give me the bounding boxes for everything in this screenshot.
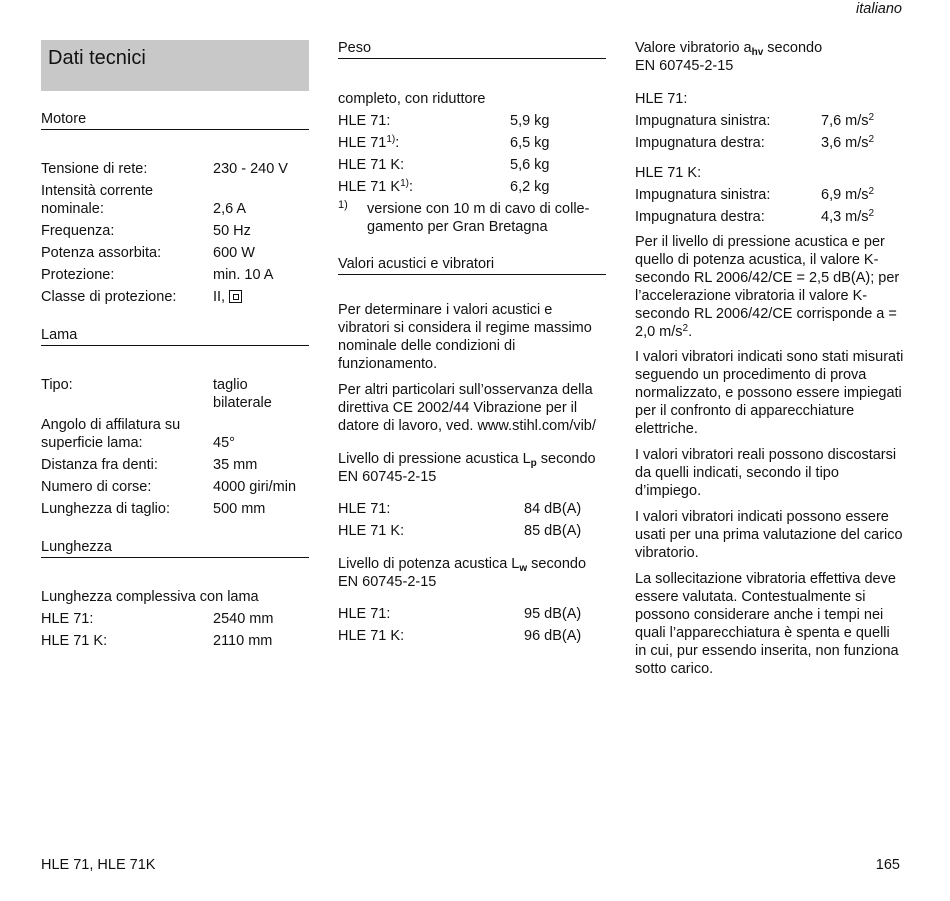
title-box — [41, 40, 309, 91]
row-label: HLE 71 K: — [338, 523, 405, 539]
unit-exponent: 2 — [682, 323, 689, 334]
row-value: 35 mm — [213, 457, 258, 473]
vibratorio-heading-norm: EN 60745-2-15 — [635, 58, 734, 74]
vibratorio-subscript: hv — [751, 47, 764, 58]
row-value-text: 4,3 m/s — [821, 209, 869, 225]
row-label: Tensione di rete: — [41, 161, 148, 177]
row-label: Protezione: — [41, 267, 115, 283]
row-value: 4000 giri/min — [213, 479, 297, 495]
language-label: italiano — [856, 1, 902, 17]
potenza-heading-tail: secondo — [527, 556, 587, 572]
row-value — [821, 112, 874, 130]
row-label: Tipo: — [41, 377, 73, 393]
section-heading-lama: Lama — [41, 326, 309, 346]
row-label: Impugnatura destra: — [635, 135, 765, 151]
row-value: 5,6 kg — [510, 157, 550, 173]
row-label: HLE 71 K: — [338, 157, 405, 173]
row-value: 230 - 240 V — [213, 161, 288, 177]
vibratorio-paragraph-1 — [635, 233, 905, 341]
vibratorio-hle71k-label: HLE 71 K: — [635, 165, 702, 181]
unit-exponent: 2 — [868, 208, 875, 219]
row-value: 96 dB(A) — [524, 628, 582, 644]
row-label: HLE 71: — [338, 501, 391, 517]
acustici-paragraph-2: Per altri particolari sull’osservanza della direttiva CE 2002/44 Vibrazione per il datore di lavoro, ved. www.stihl.com/vib/ — [338, 382, 596, 434]
potenza-subscript: w — [519, 563, 528, 574]
row-value: 84 dB(A) — [524, 501, 582, 517]
pressione-heading — [338, 450, 606, 486]
row-value: 500 mm — [213, 501, 266, 517]
row-label — [338, 178, 413, 196]
row-value: 2540 mm — [213, 611, 274, 627]
row-label: Numero di corse: — [41, 479, 152, 495]
row-label — [338, 134, 399, 152]
row-label: HLE 71 K: — [338, 628, 405, 644]
row-label: Impugnatura sinistra: — [635, 187, 771, 203]
acustici-paragraph-1: Per determinare i valori acustici e vibratori si considera il regime massimo nominale delle condizioni di funzionamento. — [338, 302, 592, 372]
potenza-heading-text: Livello di potenza acustica L — [338, 556, 520, 572]
protection-class-text: II, — [213, 289, 226, 305]
footnote-text: versione con 10 m di cavo di colle-gamento per Gran Bretagna — [367, 201, 590, 235]
row-label-colon: : — [395, 135, 400, 151]
row-value: 2,6 A — [213, 201, 247, 217]
row-label: Intensità corrente nominale: — [41, 183, 154, 217]
row-label: Distanza fra denti: — [41, 457, 158, 473]
row-value: 600 W — [213, 245, 255, 261]
row-value: taglio bilaterale — [213, 377, 272, 411]
pressione-heading-norm: EN 60745-2-15 — [338, 469, 437, 485]
vibratorio-paragraph-1-end: . — [688, 324, 693, 340]
row-label: HLE 71 K: — [41, 633, 108, 649]
protection-class-ii-icon — [229, 290, 242, 303]
row-value — [821, 208, 874, 226]
vibratorio-hle71-label: HLE 71: — [635, 91, 688, 107]
vibratorio-paragraph-2: I valori vibratori indicati sono stati misurati seguendo un procedimento di prova normalizzato, e possono essere impiegati per il confronto di apparecchiature elettriche. — [635, 349, 904, 437]
pressione-heading-text: Livello di pressione acustica L — [338, 451, 531, 467]
vibratorio-heading — [635, 39, 905, 75]
row-label: Impugnatura destra: — [635, 209, 765, 225]
row-label: Frequenza: — [41, 223, 115, 239]
pressione-subscript: p — [530, 458, 537, 469]
row-label: HLE 71: — [41, 611, 94, 627]
row-label-colon: : — [408, 179, 414, 195]
section-heading-peso: Peso — [338, 39, 606, 59]
row-label-text: HLE 71 — [338, 135, 387, 151]
vibratorio-paragraph-4: I valori vibratori indicati possono essere usati per una prima valutazione del carico vibratorio. — [635, 509, 903, 561]
footnote-ref: 1) — [400, 178, 409, 189]
vibratorio-heading-text: Valore vibratorio a — [635, 40, 752, 56]
row-label: HLE 71: — [338, 606, 391, 622]
vibratorio-paragraph-5: La sollecitazione vibratoria effettiva deve essere valutata. Contestualmente si possono considerare anche i tempi nei quali l’apparecchiatura è spenta e quelli in cui, pur essendo inserita, non funziona sotto carico. — [635, 571, 899, 677]
section-heading-acustici: Valori acustici e vibratori — [338, 255, 606, 275]
unit-exponent: 2 — [868, 134, 875, 145]
row-value-text: 3,6 m/s — [821, 135, 869, 151]
unit-exponent: 2 — [868, 186, 875, 197]
row-value — [213, 288, 242, 306]
potenza-heading-norm: EN 60745-2-15 — [338, 574, 437, 590]
page-number: 165 — [875, 857, 900, 873]
row-value: 6,2 kg — [510, 179, 550, 195]
vibratorio-heading-tail: secondo — [763, 40, 823, 56]
row-label: HLE 71: — [338, 113, 391, 129]
row-label: Impugnatura sinistra: — [635, 113, 771, 129]
row-label: Angolo di affilatura su superficie lama: — [41, 417, 181, 451]
row-value — [821, 134, 874, 152]
peso-intro: completo, con riduttore — [338, 91, 486, 107]
footnote-mark: 1) — [338, 199, 348, 211]
row-value: 50 Hz — [213, 223, 251, 239]
footer-model: HLE 71, HLE 71K — [41, 857, 156, 873]
row-value: 85 dB(A) — [524, 523, 582, 539]
row-value: 6,5 kg — [510, 135, 550, 151]
section-heading-lunghezza: Lunghezza — [41, 538, 309, 558]
row-value: min. 10 A — [213, 267, 274, 283]
row-value: 95 dB(A) — [524, 606, 582, 622]
row-label-text: HLE 71 K — [338, 179, 401, 195]
row-value: 5,9 kg — [510, 113, 550, 129]
row-value-text: 6,9 m/s — [821, 187, 869, 203]
row-value-text: 7,6 m/s — [821, 113, 869, 129]
row-label: Potenza assorbita: — [41, 245, 162, 261]
vibratorio-paragraph-1-text: Per il livello di pressione acustica e per quello di potenza acustica, il valore K-secondo RL 2006/42/CE = 2,5 dB(A); per l’accelerazione vibratoria il valore K-secondo RL 2006/42/CE corrisponde a = 2,0 m/s — [635, 234, 900, 340]
vibratorio-paragraph-3: I valori vibratori reali possono discostarsi da quelli indicati, secondo il tipo d’impiego. — [635, 447, 897, 499]
unit-exponent: 2 — [868, 112, 875, 123]
row-value: 2110 mm — [213, 633, 273, 649]
pressione-heading-tail: secondo — [536, 451, 596, 467]
row-value: 45° — [213, 435, 235, 451]
row-label: Lunghezza di taglio: — [41, 501, 170, 517]
lunghezza-intro: Lunghezza complessiva con lama — [41, 589, 259, 605]
section-heading-motore: Motore — [41, 110, 309, 130]
page-title: Dati tecnici — [48, 47, 146, 69]
row-value — [821, 186, 874, 204]
row-label: Classe di protezione: — [41, 289, 177, 305]
potenza-heading — [338, 555, 606, 591]
footnote-ref: 1) — [386, 134, 396, 145]
